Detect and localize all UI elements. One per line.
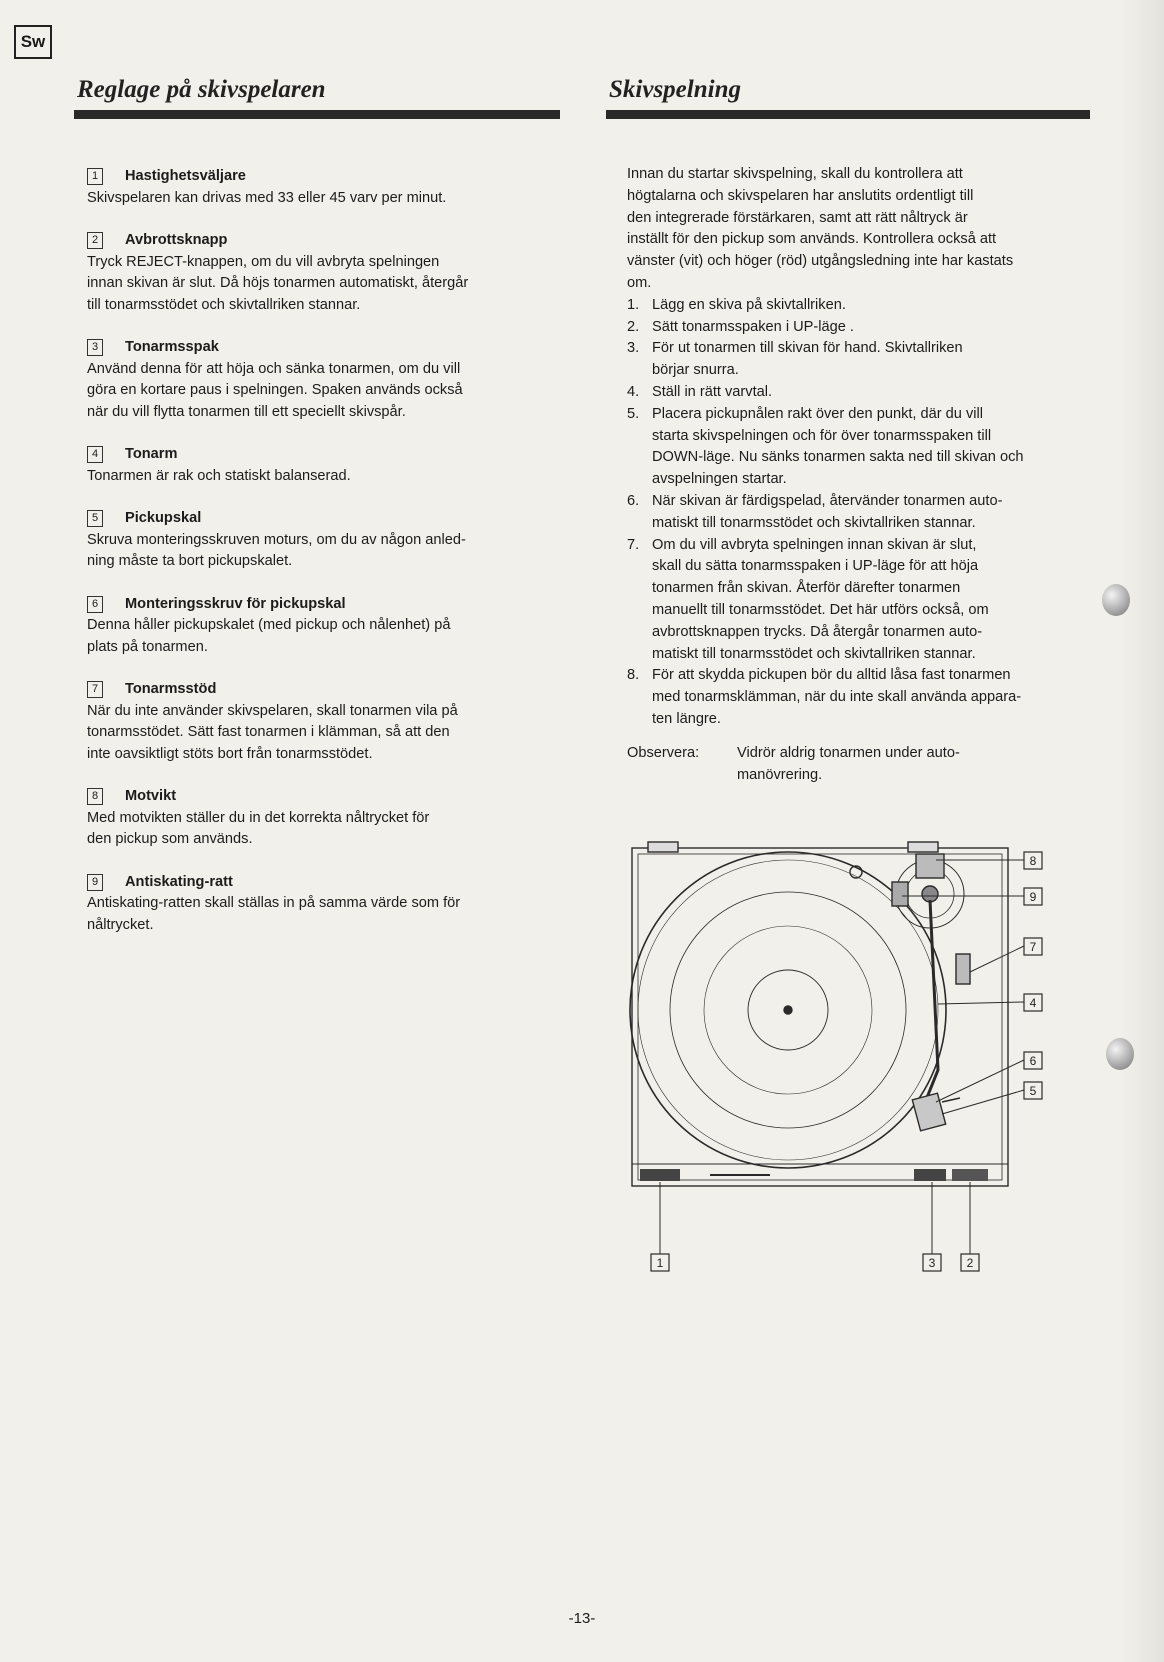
step-number: 5. — [627, 405, 640, 422]
control-text: plats på tonarmen. — [87, 638, 208, 655]
control-title: Avbrottsknapp — [125, 232, 228, 248]
control-item — [87, 337, 567, 423]
control-item — [87, 679, 567, 765]
step-text: matiskt till tonarmsstödet och skivtallriken stannar. — [652, 645, 976, 662]
control-title: Pickupskal — [125, 510, 202, 526]
finger-lift — [942, 1098, 960, 1102]
language-badge: Sw — [14, 25, 52, 59]
headshell — [912, 1093, 945, 1131]
control-item — [87, 786, 567, 851]
step-text: matiskt till tonarmsstödet och skivtallriken stannar. — [652, 514, 976, 531]
page-edge-shadow — [1119, 0, 1164, 1662]
control-text: Skivspelaren kan drivas med 33 eller 45 varv per minut. — [87, 189, 447, 206]
intro-line: vänster (vit) och höger (röd) utgångsledning inte har kastats — [627, 253, 1014, 270]
leader-line — [938, 1002, 1024, 1004]
control-text: tonarmsstödet. Sätt fast tonarmen i klämman, så att den — [87, 724, 450, 740]
note-text — [737, 743, 1017, 787]
step-text: manuellt till tonarmsstödet. Det här utförs också, om — [652, 601, 989, 618]
turntable-base — [632, 848, 1008, 1186]
number-box: 2 — [87, 232, 103, 249]
step-text: Sätt tonarmsspaken i UP-läge . — [652, 318, 854, 335]
control-title: Tonarm — [125, 446, 178, 462]
step-number: 1. — [627, 296, 640, 313]
control-text: när du vill flytta tonarmen till ett speciellt skivspår. — [87, 403, 406, 420]
step-item — [627, 295, 1115, 317]
heading-rule-left — [74, 110, 560, 119]
step-text: Placera pickupnålen rakt över den punkt, där du vill — [652, 405, 983, 422]
step-item — [627, 665, 1115, 730]
control-text: nåltrycket. — [87, 916, 154, 933]
front-panel — [632, 1164, 1008, 1186]
control-item — [87, 508, 567, 573]
hinge-right — [908, 842, 938, 852]
step-number: 4. — [627, 383, 640, 400]
control-text: Antiskating-ratten skall ställas in på samma värde som för — [87, 895, 461, 911]
note-line: manövrering. — [737, 766, 823, 783]
step-number: 6. — [627, 492, 640, 509]
control-text: inte oavsiktligt stöts bort från tonarmsstödet. — [87, 745, 373, 762]
pivot-center — [922, 886, 938, 902]
control-text: Använd denna för att höja och sänka tonarmen, om du vill — [87, 360, 461, 377]
control-text: Skruva monteringsskruven moturs, om du av någon anled- — [87, 531, 466, 548]
step-text: skall du sätta tonarmsspaken i UP-läge för att höja — [652, 558, 979, 575]
observe-note — [627, 743, 1115, 787]
step-item — [627, 338, 1115, 382]
control-item — [87, 166, 567, 209]
leader-line — [970, 946, 1024, 972]
intro-line: högtalarna och skivspelaren har anslutits ordentligt till — [627, 187, 974, 204]
steps-list — [627, 295, 1115, 731]
controls-list — [87, 166, 567, 957]
reject-button — [952, 1169, 988, 1181]
arm-rest — [956, 954, 970, 984]
number-box: 3 — [87, 339, 103, 356]
number-box: 7 — [87, 681, 103, 698]
step-text: För att skydda pickupen bör du alltid låsa fast tonarmen — [652, 667, 1011, 684]
control-item — [87, 444, 567, 487]
control-text: göra en kortare paus i spelningen. Spaken används också — [87, 382, 463, 398]
number-box: 4 — [87, 446, 103, 463]
control-item — [87, 872, 567, 937]
step-text: tonarmen från skivan. Återför därefter tonarmen — [652, 580, 961, 597]
step-item — [627, 382, 1115, 404]
control-item — [87, 594, 567, 659]
step-number: 3. — [627, 340, 640, 357]
step-text: När skivan är färdigspelad, återvänder tonarmen auto- — [652, 492, 1003, 509]
step-text: avbrottsknappen trycks. Då återgår tonarmen auto- — [652, 623, 983, 640]
counterweight — [916, 854, 944, 878]
callout-label: 9 — [1029, 890, 1037, 904]
step-text: Lägg en skiva på skivtallriken. — [652, 296, 846, 313]
intro-line: om. — [627, 274, 652, 291]
control-title: Tonarmsstöd — [125, 681, 217, 697]
heading-rule-right — [606, 110, 1090, 119]
step-text: börjar snurra. — [652, 362, 739, 379]
note-label: Observera: — [627, 744, 700, 761]
control-title: Hastighetsväljare — [125, 168, 246, 184]
step-number: 7. — [627, 536, 640, 553]
playback-section — [627, 164, 1115, 786]
intro-line: inställt för den pickup som används. Kontrollera också att — [627, 231, 997, 248]
callout-label: 8 — [1029, 854, 1037, 868]
callout-label: 5 — [1029, 1084, 1037, 1098]
control-title: Motvikt — [125, 788, 177, 804]
binder-ring-bottom — [1106, 1038, 1134, 1070]
note-line: Vidrör aldrig tonarmen under auto- — [737, 744, 960, 761]
control-text: till tonarmsstödet och skivtallriken stannar. — [87, 296, 361, 313]
control-title: Monteringsskruv för pickupskal — [125, 595, 346, 612]
intro-line: Innan du startar skivspelning, skall du kontrollera att — [627, 166, 963, 182]
callout-label: 7 — [1029, 940, 1037, 954]
control-item — [87, 230, 567, 316]
step-text: ten längre. — [652, 710, 721, 727]
number-box: 9 — [87, 874, 103, 891]
playback-heading: Skivspelning — [609, 76, 741, 103]
control-text: Med motvikten ställer du in det korrekta nåltrycket för — [87, 809, 430, 826]
step-item — [627, 535, 1115, 666]
intro-line: den integrerade förstärkaren, samt att rätt nåltryck är — [627, 209, 968, 226]
control-title: Antiskating-ratt — [125, 873, 233, 890]
step-text: För ut tonarmen till skivan för hand. Skivtallriken — [652, 340, 963, 357]
number-box: 8 — [87, 788, 103, 805]
control-text: Tryck REJECT-knappen, om du vill avbryta spelningen — [87, 253, 440, 270]
control-title: Tonarmsspak — [125, 339, 219, 355]
step-text: med tonarmsklämman, när du inte skall använda appara- — [652, 689, 1022, 706]
arm-lever — [914, 1169, 946, 1181]
step-number: 2. — [627, 318, 640, 335]
callout-label: 2 — [966, 1256, 974, 1270]
step-text: avspelningen startar. — [652, 471, 787, 488]
controls-heading: Reglage på skivspelaren — [77, 76, 326, 103]
callout-label: 1 — [656, 1256, 664, 1270]
turntable-diagram — [620, 834, 1100, 1274]
control-text: När du inte använder skivspelaren, skall tonarmen vila på — [87, 702, 458, 719]
number-box: 5 — [87, 510, 103, 527]
step-number: 8. — [627, 667, 640, 684]
leader-line — [936, 1060, 1024, 1102]
speed-selector — [640, 1169, 680, 1181]
callout-label: 6 — [1029, 1054, 1037, 1068]
step-text: Ställ in rätt varvtal. — [652, 383, 773, 400]
step-text: DOWN-läge. Nu sänks tonarmen sakta ned till skivan och — [652, 449, 1024, 466]
number-box: 1 — [87, 168, 103, 185]
spindle — [784, 1006, 792, 1014]
binder-ring-top — [1102, 584, 1130, 616]
callout-label: 4 — [1029, 996, 1037, 1010]
hinge-left — [648, 842, 678, 852]
page-number: -13- — [568, 1610, 596, 1627]
control-text: Denna håller pickupskalet (med pickup och nålenhet) på — [87, 617, 451, 633]
tonearm-tube — [926, 900, 938, 1100]
callout-label: 3 — [928, 1256, 936, 1270]
step-item — [627, 317, 1115, 339]
number-box: 6 — [87, 596, 103, 613]
step-text: Om du vill avbryta spelningen innan skivan är slut, — [652, 536, 977, 553]
control-text: Tonarmen är rak och statiskt balanserad. — [87, 467, 351, 484]
control-text: ning måste ta bort pickupskalet. — [87, 553, 293, 569]
step-text: starta skivspelningen och för över tonarmsspaken till — [652, 427, 992, 444]
turntable-base-inner — [638, 854, 1002, 1180]
step-item — [627, 404, 1115, 491]
step-item — [627, 491, 1115, 535]
control-text: innan skivan är slut. Då höjs tonarmen automatiskt, återgår — [87, 275, 469, 291]
antiskating-dial — [892, 882, 908, 906]
control-text: den pickup som används. — [87, 831, 253, 847]
